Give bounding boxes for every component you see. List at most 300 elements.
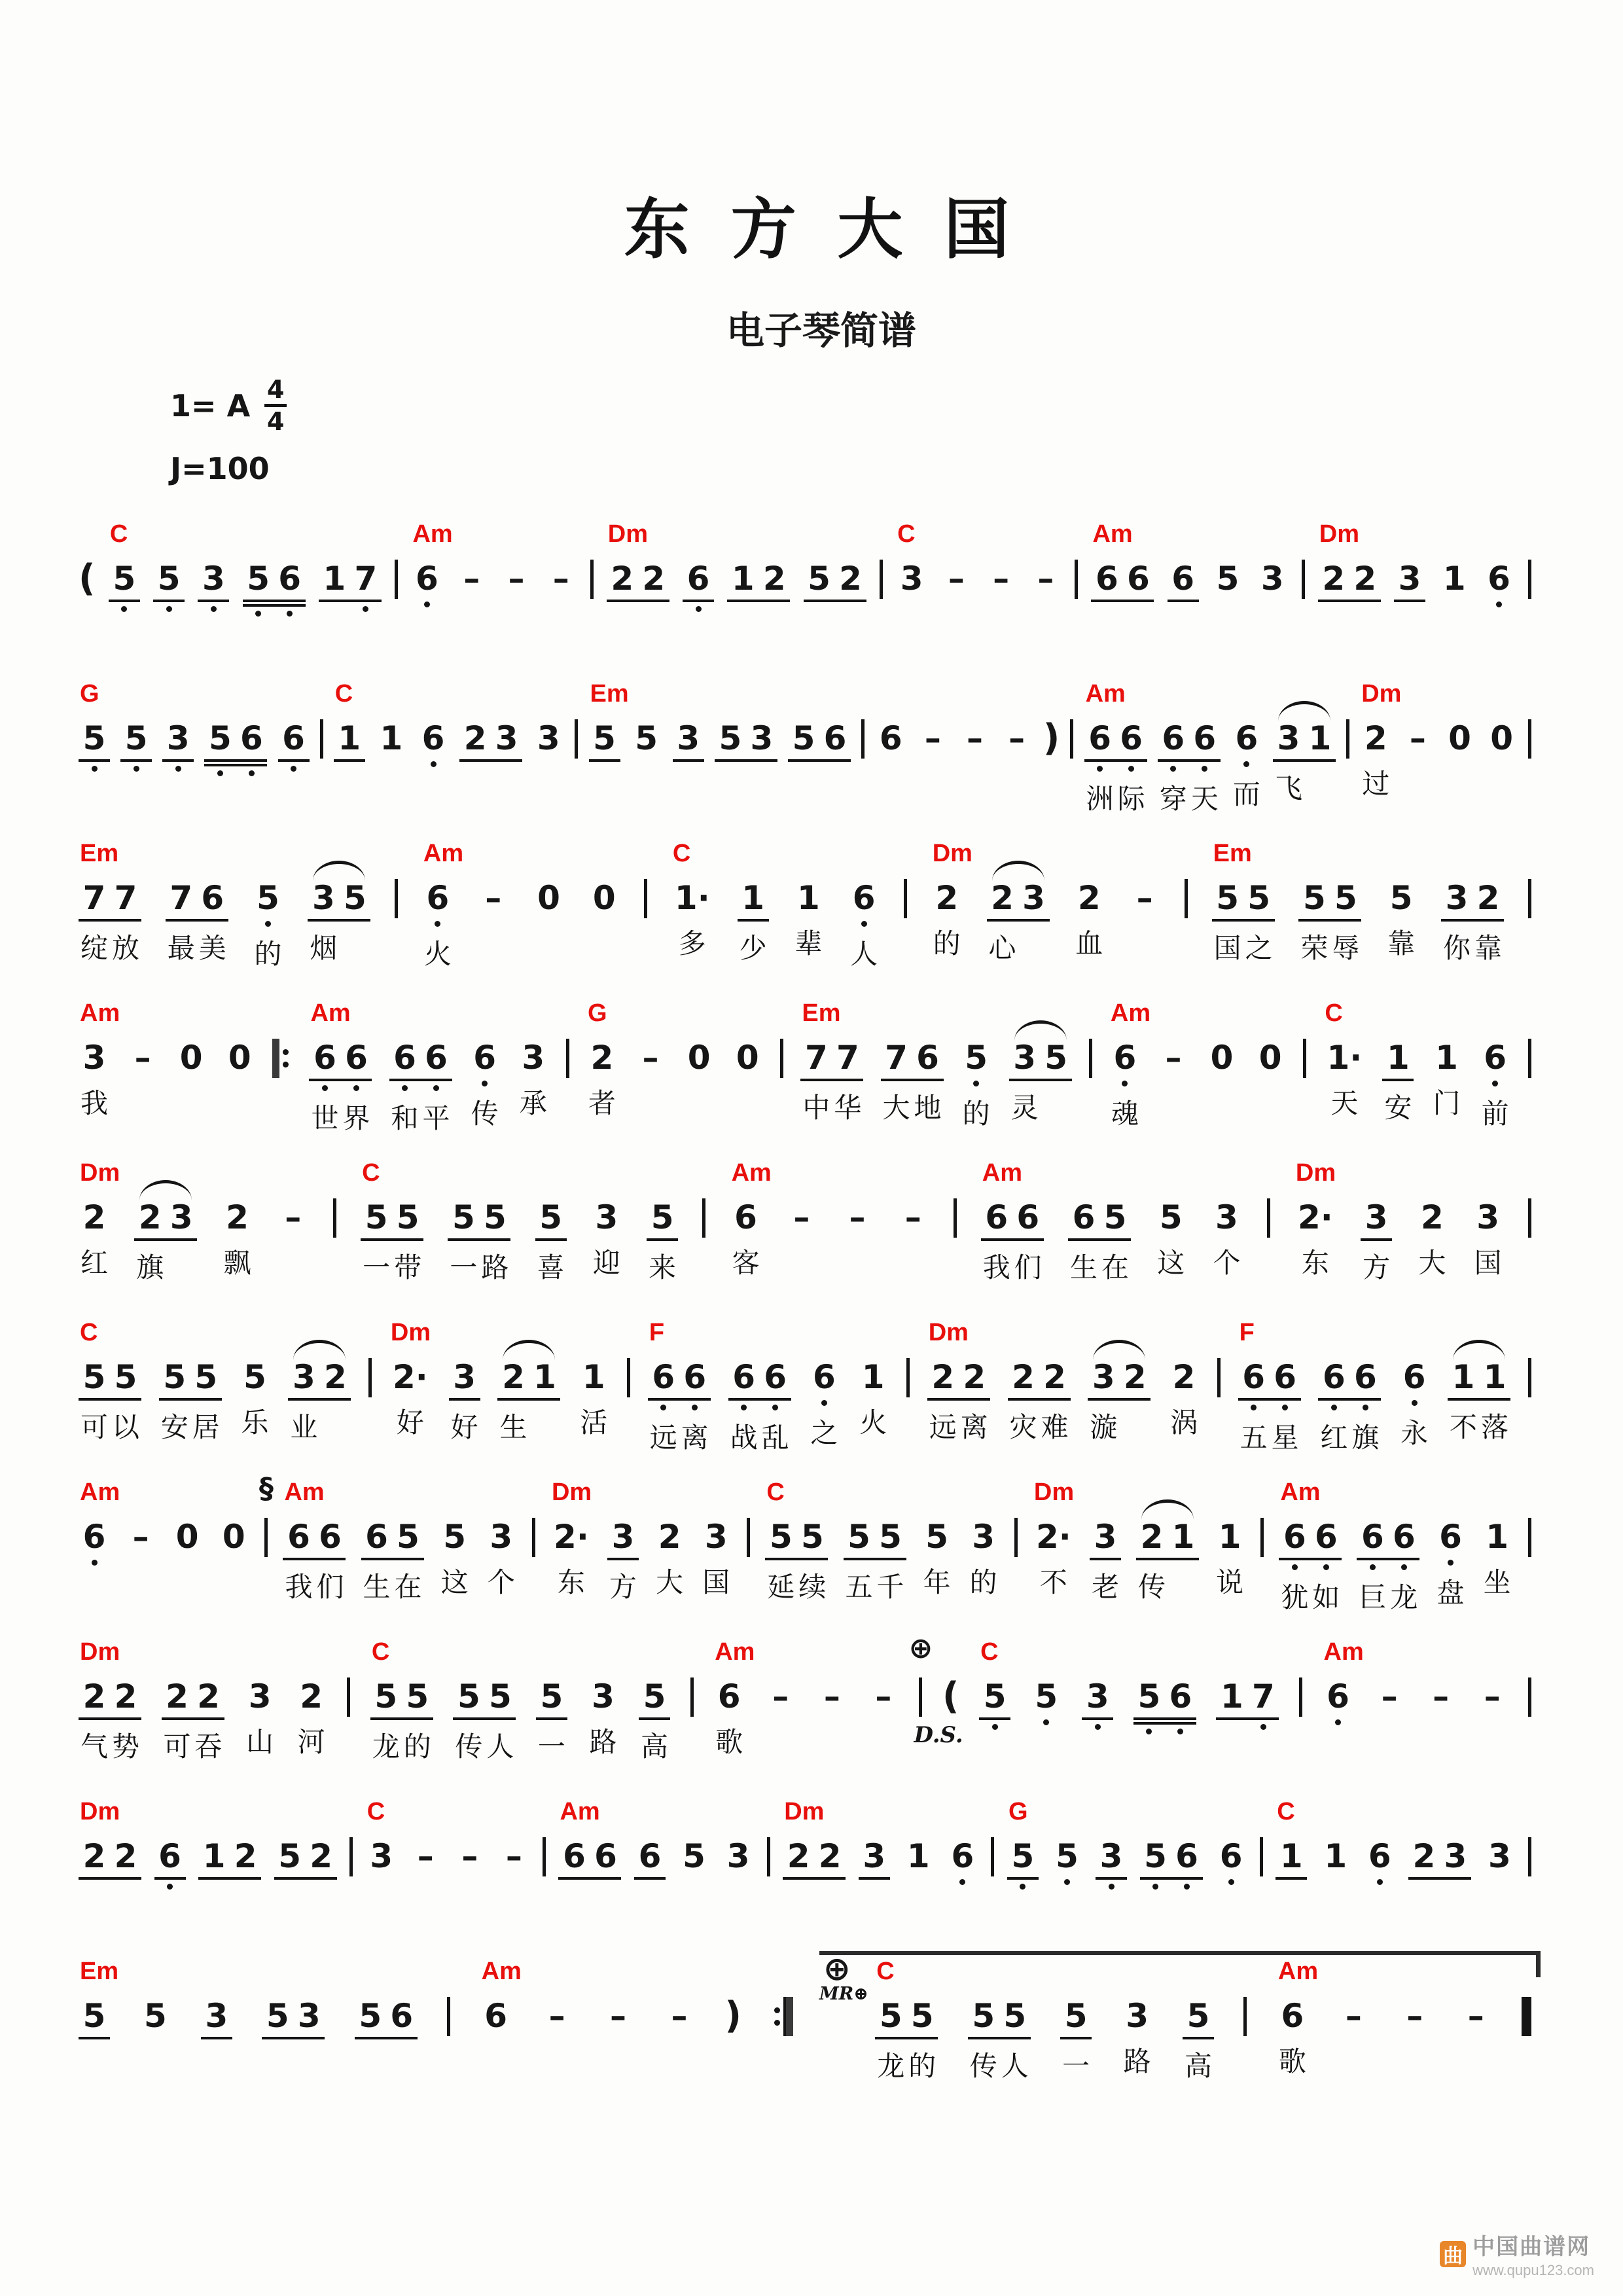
barline-group (771, 1997, 793, 2036)
chord-label: Am (1277, 1958, 1319, 1985)
note-row (536, 1677, 567, 1715)
lyric-row (844, 1560, 906, 1604)
lyric-char: 火 (423, 938, 452, 970)
rest-dash: – (823, 1677, 840, 1715)
octave-dot (1363, 1405, 1368, 1410)
note-row (422, 879, 454, 917)
note-group (198, 1837, 261, 1880)
note-digit: 5 (1044, 1039, 1068, 1077)
note-group (1136, 1518, 1199, 1604)
lyric-row (1088, 1401, 1150, 1444)
lyric-char: 最 (167, 932, 195, 964)
rest-dash: – (1467, 1997, 1484, 2035)
time-top: 4 (266, 375, 285, 404)
lyric-row (550, 1556, 592, 1599)
note-group (79, 1958, 119, 2039)
lyric-char: 我 (285, 1571, 313, 1603)
note-group (859, 1837, 890, 1880)
note-group (198, 560, 229, 613)
note-digit: 3 (1445, 879, 1469, 917)
note-row (765, 1677, 796, 1715)
note-row (1320, 1837, 1351, 1875)
octave-dot-cell (1140, 1880, 1171, 1890)
note-digit: 6 (951, 1837, 974, 1875)
barline-group (395, 560, 398, 599)
beam-underline (1091, 600, 1154, 602)
octave-dot-row (979, 1720, 1010, 1731)
note-digit: 3 (704, 1518, 728, 1556)
note-group (79, 1798, 141, 1880)
octave-dot-row (683, 602, 714, 613)
note-digit: 3 (863, 1837, 886, 1875)
lyric-char: 离 (960, 1411, 988, 1443)
note-group (1033, 1479, 1075, 1599)
lyric-row (793, 917, 824, 960)
lyric-char: 们 (316, 1571, 344, 1603)
octave-dot-row (1096, 1880, 1127, 1890)
octave-dot (424, 601, 430, 607)
barline (690, 1677, 694, 1717)
note-digit: 3 (750, 719, 774, 757)
note-group (639, 1677, 670, 1763)
lyric-row (166, 922, 228, 965)
note-digit: 3 (1094, 1518, 1117, 1556)
note-row (478, 879, 509, 917)
octave-dot-row (154, 1880, 186, 1890)
note-digit: 6 (1242, 1358, 1266, 1396)
barline (767, 1837, 770, 1876)
octave-dot (1292, 1564, 1298, 1570)
note-group (449, 1358, 480, 1444)
lyric-row (1073, 917, 1105, 960)
octave-dot-row (253, 917, 284, 927)
lyric-char: 龙 (877, 2050, 905, 2082)
note-group (1109, 999, 1151, 1130)
lyric-row (1399, 1407, 1430, 1450)
note-group (715, 719, 777, 762)
note-row (535, 1198, 567, 1236)
note-row (1122, 1997, 1153, 2035)
note-row (738, 879, 769, 917)
octave-dot (92, 766, 98, 772)
note-group (1073, 879, 1105, 960)
octave-dot-cell (1031, 1715, 1062, 1726)
rest-dash: – (610, 1997, 626, 2035)
lyric-char: 路 (481, 1251, 509, 1283)
rest-dash: – (993, 560, 1010, 598)
octave-dot-row (728, 1401, 791, 1411)
note-digit: 6 (421, 719, 445, 757)
note-group (478, 879, 509, 917)
note-digit: 5 (484, 1198, 507, 1236)
lyric-row (1155, 1236, 1186, 1280)
lyric-row (607, 1560, 639, 1604)
barline (575, 719, 578, 759)
note-row (664, 1997, 695, 2035)
note-digit: 5 (374, 1677, 398, 1715)
octave-dot-cell (1484, 598, 1515, 608)
lyric-char (1304, 772, 1336, 805)
note-group (1279, 1479, 1342, 1614)
note-group (218, 1518, 249, 1556)
note-group (1257, 560, 1288, 598)
lyric-char: 好 (396, 1407, 424, 1439)
note-digit: 5 (540, 1677, 563, 1715)
lyric-row (240, 1396, 271, 1439)
octave-dot (217, 770, 223, 776)
note-group (968, 1518, 999, 1599)
note-group (857, 1358, 889, 1439)
lyric-char: 好 (450, 1411, 478, 1443)
note-group (586, 999, 618, 1120)
note-group (1008, 1358, 1071, 1444)
note-digit: 2 (114, 1677, 137, 1715)
lyric-char: 传 (969, 2050, 997, 2082)
note-group (1007, 1798, 1039, 1890)
octave-dot-cell (1357, 1560, 1388, 1571)
octave-dot (959, 1879, 965, 1885)
lyric-char: 国 (1474, 1247, 1502, 1279)
octave-dot-cell (153, 602, 185, 613)
note-row (1206, 1039, 1238, 1077)
note-digit: 6 (1283, 1518, 1306, 1556)
note-group (296, 1677, 327, 1759)
octave-dot-cell (1096, 1880, 1127, 1890)
note-digit: 1 (1171, 1518, 1195, 1556)
octave-dot-cell (1084, 762, 1116, 772)
note-digit: 6 (425, 1039, 448, 1077)
octave-dot-row (422, 917, 454, 927)
lyric-char: 年 (923, 1566, 951, 1598)
octave-dot-cell (274, 607, 306, 617)
note-group (224, 1039, 255, 1077)
chord-label: C (80, 1319, 98, 1346)
note-digit: 5 (113, 560, 136, 598)
note-row (221, 1198, 253, 1236)
chord-label: Am (284, 1479, 325, 1506)
barline (1528, 1518, 1531, 1557)
chord-label: C (766, 1479, 785, 1506)
note-group (730, 1159, 772, 1280)
lyric-row (361, 1241, 423, 1284)
lyric-row (1431, 1077, 1463, 1120)
note-group (1214, 1518, 1245, 1599)
lyric-row (1472, 1236, 1504, 1280)
note-row (389, 1358, 431, 1396)
octave-dot-cell (683, 602, 714, 613)
lyric-row (448, 1241, 510, 1284)
octave-dot-cell (979, 1720, 1010, 1731)
note-digit: 6 (1169, 1677, 1192, 1715)
barline (543, 1837, 546, 1876)
note-digit: 6 (638, 1837, 662, 1875)
note-digit: 3 (1444, 1837, 1467, 1875)
tie-arc (1141, 1499, 1194, 1520)
time-signature (264, 377, 287, 434)
note-digit: 5 (163, 1358, 187, 1396)
note-group (1425, 1677, 1457, 1715)
barline-group (368, 1358, 372, 1397)
note-group (79, 999, 120, 1120)
note-row (1441, 879, 1504, 917)
note-group (1060, 1997, 1092, 2083)
lyric-char: 大 (656, 1566, 684, 1598)
note-group (79, 1319, 141, 1444)
beam-underline (79, 1877, 141, 1880)
lyric-char: 河 (297, 1726, 325, 1758)
note-group (1294, 1159, 1336, 1280)
octave-dot (211, 606, 217, 612)
lyric-char (1119, 1411, 1150, 1444)
chord-label: Am (310, 999, 351, 1027)
note-group (486, 1518, 517, 1599)
note-group (243, 560, 306, 617)
note-row (634, 1837, 666, 1875)
note-row (175, 1039, 207, 1077)
note-digit: 3 (1488, 1837, 1511, 1875)
octave-dot-row (319, 602, 382, 613)
barline-group (904, 879, 907, 918)
note-row (244, 1677, 276, 1715)
octave-dot-cell (1399, 1396, 1430, 1407)
note-row (1298, 879, 1361, 917)
note-digit: 6 (1439, 1518, 1462, 1556)
note-digit: 5 (1247, 879, 1271, 917)
rest-dash: – (1381, 1677, 1398, 1715)
chord-label: C (362, 1159, 380, 1187)
note-digit: 6 (1219, 1837, 1243, 1875)
lyric-char: 大 (882, 1092, 910, 1124)
note-digit: 6 (319, 1518, 342, 1556)
note-row (456, 560, 488, 598)
note-group (700, 1518, 732, 1599)
barline (1070, 719, 1073, 759)
octave-dot-cell (1323, 1715, 1354, 1726)
lyric-char: 少 (739, 932, 767, 964)
lyric-char: 这 (1157, 1247, 1185, 1279)
note-group (545, 560, 577, 598)
note-row (1082, 1677, 1113, 1715)
octave-dot (1020, 1884, 1026, 1890)
note-digit: 3 (169, 1198, 193, 1236)
note-group (410, 1837, 441, 1875)
chord-label: Dm (784, 1798, 825, 1825)
music-line (79, 1155, 1531, 1315)
beam-underline (334, 759, 365, 762)
note-digit: 5 (801, 1518, 824, 1556)
note-row (1484, 1837, 1515, 1875)
note-digit: 6 (732, 1358, 755, 1396)
note-digit: 6 (1088, 719, 1111, 757)
lyric-row (535, 1241, 567, 1284)
lyric-char: 坐 (1483, 1566, 1511, 1598)
octave-dot (1323, 1564, 1329, 1570)
note-row (1009, 1039, 1072, 1077)
note-group (456, 560, 488, 598)
chord-label: Dm (1319, 520, 1359, 548)
note-group (134, 1198, 197, 1284)
note-row (469, 1039, 501, 1077)
note-digit: 6 (652, 1358, 675, 1396)
note-digit: 3 (592, 1677, 615, 1715)
barline (954, 1198, 957, 1238)
note-row (1279, 1518, 1342, 1556)
octave-dot (265, 921, 271, 927)
note-row (1484, 560, 1515, 598)
note-digit: 5 (1035, 1677, 1058, 1715)
lyric-row (931, 917, 963, 960)
octave-dot-cell (120, 762, 152, 772)
octave-dot-row (198, 602, 229, 613)
note-digit: 2 (197, 1677, 220, 1715)
note-group (480, 1958, 522, 2035)
octave-dot (1097, 766, 1103, 772)
phrase-paren: ) (1043, 717, 1060, 759)
chord-label: C (1277, 1798, 1295, 1825)
octave-dot-cell (1231, 757, 1262, 768)
note-row (154, 1837, 186, 1875)
note-digit: 3 (82, 1039, 106, 1077)
note-group (79, 1638, 141, 1763)
lyric-row (591, 1236, 622, 1280)
octave-dot-row (1435, 1556, 1467, 1566)
lyric-char: 巨 (1359, 1581, 1387, 1613)
octave-dot-row (1318, 1401, 1381, 1411)
lyric-row (1294, 1236, 1336, 1280)
note-row (800, 1039, 863, 1077)
note-digit: 2 (82, 1198, 106, 1236)
lyric-char: 离 (681, 1422, 709, 1454)
lyric-row (309, 1092, 372, 1135)
octave-dot-row (153, 602, 185, 613)
chord-label: Am (481, 1958, 522, 1985)
barline-group (447, 1997, 450, 2036)
note-digit: 6 (1368, 1837, 1391, 1875)
phrase-paren: ) (724, 1994, 741, 2037)
chord-label: Em (590, 680, 629, 708)
note-group (1084, 680, 1147, 816)
final-thick-bar (1524, 1997, 1531, 2036)
lyric-char: 传 (455, 1731, 483, 1763)
barline-group (1528, 1039, 1531, 1078)
chord-label: Am (1110, 999, 1151, 1027)
ds-label: D.S. (914, 1722, 963, 1748)
note-group (1155, 1198, 1186, 1280)
note-digit: 7 (114, 879, 137, 917)
note-row (635, 1039, 666, 1077)
note-row (603, 1997, 634, 2035)
octave-dot-cell (198, 602, 229, 613)
watermark (1440, 2229, 1594, 2279)
note-group (334, 680, 365, 762)
barline-group (1267, 1198, 1270, 1238)
note-row (283, 1518, 346, 1556)
note-digit: 2 (1412, 1837, 1436, 1875)
note-digit: 3 (537, 719, 560, 757)
note-row (171, 1518, 203, 1556)
note-row (1438, 560, 1470, 598)
rest-dash: – (1037, 560, 1054, 598)
chord-label: Dm (1295, 1159, 1336, 1187)
note-row (631, 719, 662, 757)
note-row (1155, 1198, 1186, 1236)
note-digit: 3 (202, 560, 225, 598)
chord-label: G (587, 999, 607, 1027)
note-digit: 6 (1171, 560, 1195, 598)
barline (347, 1677, 350, 1717)
barline-group (543, 1837, 546, 1876)
octave-dot (1496, 601, 1502, 607)
note-row (730, 1198, 762, 1236)
note-digit: 6 (1402, 1358, 1426, 1396)
beam-underline (715, 759, 777, 762)
lyric-row (1090, 1560, 1121, 1604)
barline (1243, 1997, 1247, 2036)
note-digit: 5 (847, 1518, 870, 1556)
note-digit: 6 (1235, 719, 1258, 757)
octave-dot (1335, 1719, 1341, 1725)
note-group (448, 1198, 510, 1284)
note-digit: 6 (734, 1198, 757, 1236)
lyric-char: 灵 (1010, 1092, 1039, 1124)
barline (919, 1677, 922, 1717)
octave-dot-cell (1215, 1875, 1247, 1886)
note-row (198, 1837, 261, 1875)
key-signature (170, 377, 1571, 434)
lyric-row (1122, 2035, 1153, 2078)
note-digit: 2 (1476, 879, 1500, 917)
note-digit: 2 (166, 1677, 188, 1715)
barline-group (1260, 1518, 1264, 1557)
lyric-row (1084, 772, 1147, 816)
octave-dot-cell (389, 1081, 421, 1092)
note-row (1033, 1518, 1075, 1556)
note-digit: 2 (1353, 560, 1377, 598)
note-digit: 5 (1137, 1677, 1161, 1715)
barline-group (320, 719, 323, 759)
note-row (788, 719, 851, 757)
note-row (842, 1198, 873, 1236)
note-group (550, 1479, 592, 1599)
barline-group (1075, 560, 1078, 599)
note-row (162, 1677, 224, 1715)
note-group (370, 1638, 433, 1763)
lyric-row (987, 922, 1050, 965)
note-row (589, 719, 620, 757)
note-digit: 5 (443, 1518, 467, 1556)
octave-dot-row (1216, 1720, 1279, 1731)
note-digit: 2 (310, 1837, 333, 1875)
octave-dot-cell (848, 917, 880, 927)
note-group (765, 1677, 796, 1715)
lyric-row (765, 1560, 828, 1604)
note-group (1051, 1837, 1082, 1886)
note-row (1480, 1039, 1511, 1077)
rest-zero: 0 (1448, 719, 1471, 757)
note-digit: 6 (985, 1198, 1008, 1236)
note-group (221, 1198, 253, 1280)
note-digit: 5 (359, 1997, 382, 2035)
rest-zero: 0 (1210, 1039, 1234, 1077)
note-digit: 1 (380, 719, 403, 757)
note-row (79, 879, 141, 917)
note-digit: 5 (792, 719, 815, 757)
lyric-row (857, 1396, 889, 1439)
beam-underline (355, 2037, 418, 2039)
note-row (109, 560, 140, 598)
lyric-row (586, 1077, 618, 1120)
note-digit: 1 (1452, 1358, 1475, 1396)
